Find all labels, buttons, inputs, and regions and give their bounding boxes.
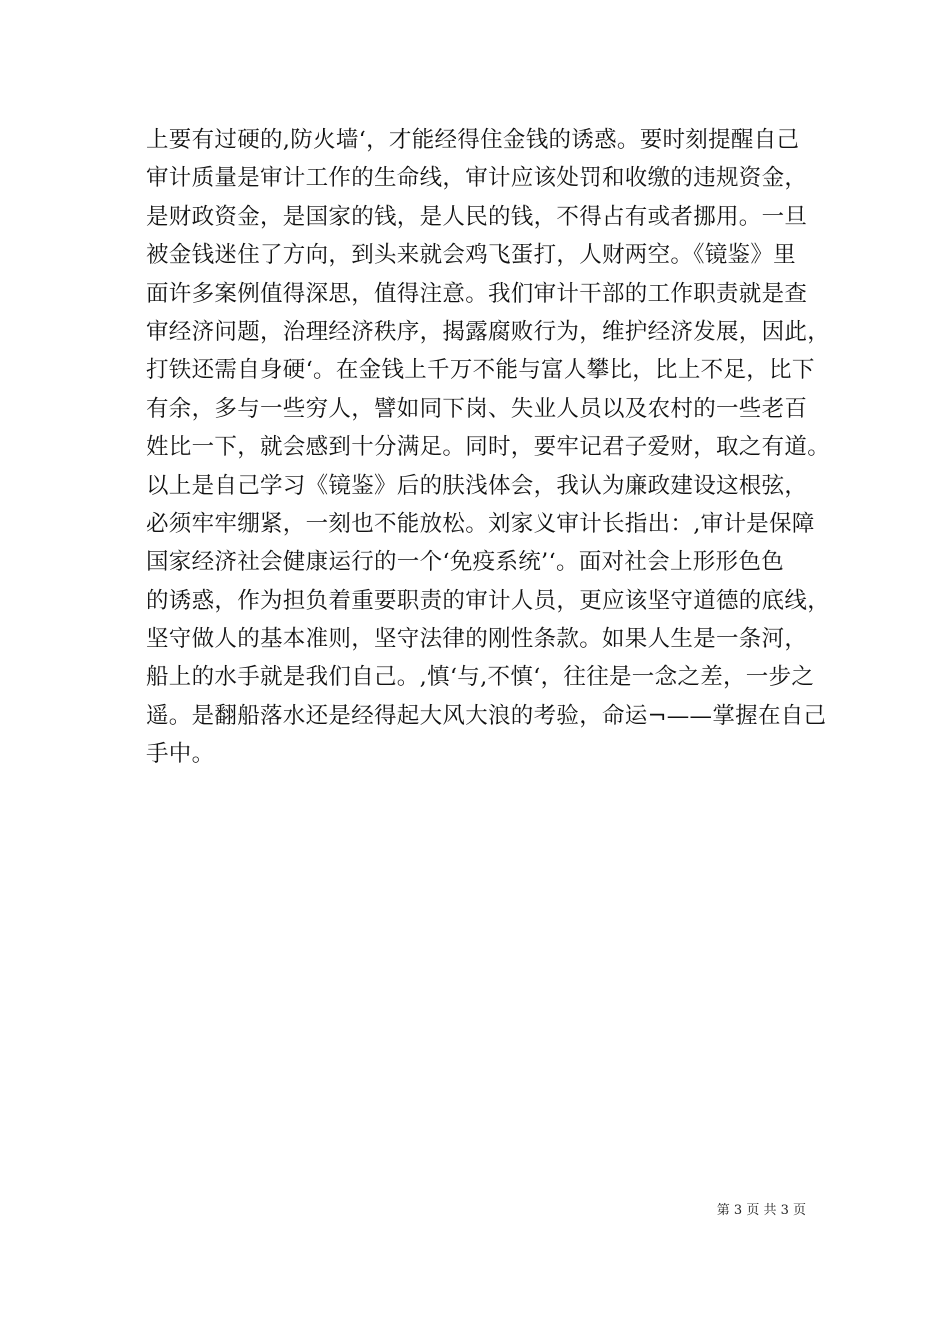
text-line: 面许多案例值得深思，值得注意。我们审计干部的工作职责就是查 — [146, 280, 808, 307]
text-line: 以上是自己学习《镜鉴》后的肤浅体会，我认为廉政建设这根弦， — [146, 472, 808, 499]
text-line: 上要有过硬的,防火墙‘，才能经得住金钱的诱惑。要时刻提醒自己 — [146, 127, 800, 153]
text-line: 坚守做人的基本准则，坚守法律的刚性条款。如果人生是一条河， — [146, 626, 808, 653]
text-line: 是财政资金，是国家的钱，是人民的钱，不得占有或者挪用。一旦 — [146, 203, 808, 230]
text-line: 船上的水手就是我们自己。,慎‘与,不慎‘，往往是一念之差，一步之 — [146, 664, 815, 691]
body-paragraph — [146, 121, 831, 774]
page-number-footer: 第 3 页 共 3 页 — [716, 1203, 806, 1218]
text-line: 国家经济社会健康运行的一个‘免疫系统’‘。面对社会上形形色色 — [146, 549, 784, 576]
text-line: 手中。 — [146, 741, 215, 768]
text-line: 审经济问题，治理经济秩序，揭露腐败行为，维护经济发展，因此， — [146, 318, 831, 345]
text-line: 被金钱迷住了方向，到头来就会鸡飞蛋打，人财两空。《镜鉴》里 — [146, 242, 796, 269]
text-line: 姓比一下，就会感到十分满足。同时，要牢记君子爱财，取之有道。 — [146, 434, 831, 461]
text-line: 的诱惑，作为担负着重要职责的审计人员，更应该坚守道德的底线， — [146, 587, 831, 614]
text-line: 打铁还需自身硬‘。在金钱上千万不能与富人攀比，比上不足，比下 — [146, 357, 815, 384]
text-line: 遥。是翻船落水还是经得起大风大浪的考验，命运¬——掌握在自己 — [146, 702, 827, 729]
text-line: 必须牢牢绷紧，一刻也不能放松。刘家义审计长指出：,审计是保障 — [146, 510, 815, 537]
text-line: 有余，多与一些穷人，譬如同下岗、失业人员以及农村的一些老百 — [146, 395, 808, 422]
text-line: 审计质量是审计工作的生命线，审计应该处罚和收缴的违规资金， — [146, 165, 808, 192]
